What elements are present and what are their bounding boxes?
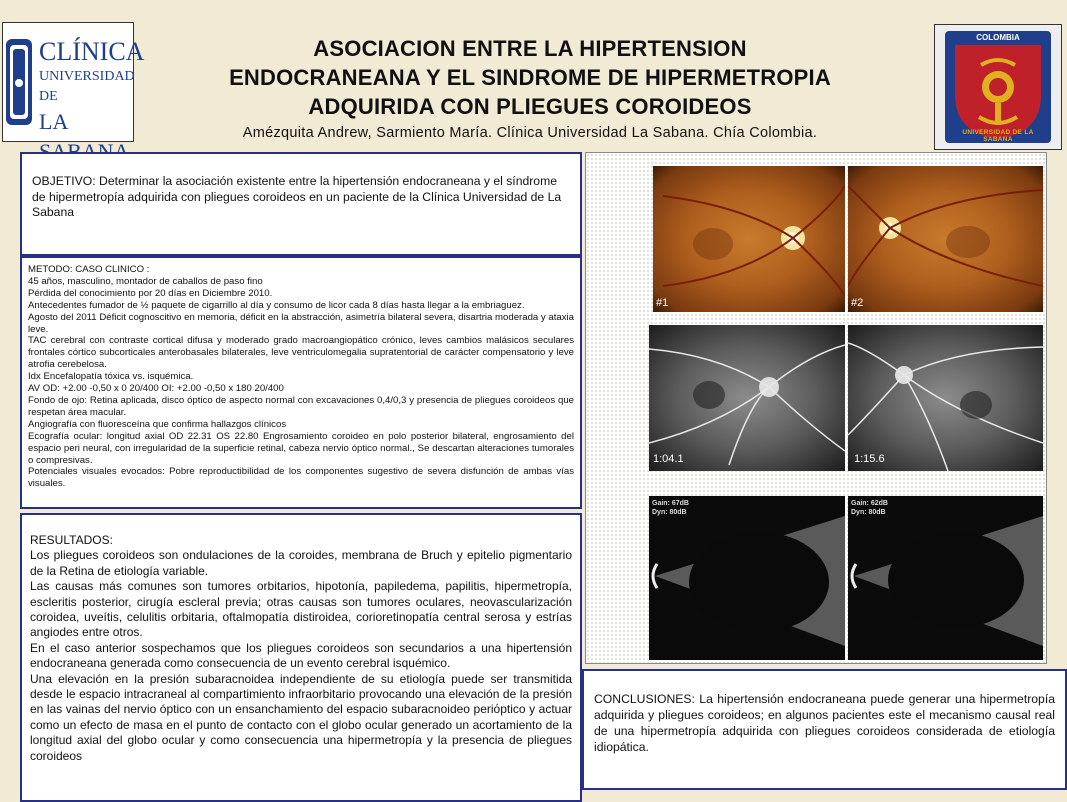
poster-title bbox=[150, 34, 910, 121]
conclusiones-text: CONCLUSIONES: La hipertensión endocraneana puede generar una hipermetropía adquirida y pliegues coroideos; en algunos pacientes este el mecanismo causal real de una hipermetropía adquirida con pliegues coroideos considerada de etiología idiopática. bbox=[594, 692, 1055, 754]
fundus-2-label: #2 bbox=[851, 297, 864, 309]
metodo-line: Antecedentes fumador de ½ paquete de cigarrillo al día y consumo de licor cada 8 días hasta llegar a la embriaguez. bbox=[28, 299, 525, 311]
ultrasound-1-gain: Gain: 67dB bbox=[652, 500, 689, 507]
resultados-box bbox=[20, 513, 582, 802]
metodo-line: Pérdida del conocimiento por 20 días en Diciembre 2010. bbox=[28, 287, 273, 299]
retinal-vessels-icon bbox=[848, 325, 1043, 471]
metodo-heading: METODO: CASO CLINICO : bbox=[28, 264, 150, 275]
angiography-photo-1 bbox=[649, 325, 845, 471]
conclusiones-box bbox=[582, 669, 1067, 790]
metodo-line: Ecografía ocular: longitud axial OD 22.31 OS 22.80 Engrosamiento coroideo en polo posterior bilateral, engrosamiento del espacio peri neural, con irregularidad de la superficie retinal, cabeza nervio óptico normal., Se descartan alteraciones tumorales o compresivas. bbox=[28, 430, 574, 466]
authors-line: Amézquita Andrew, Sarmiento María. Clínica Universidad La Sabana. Chía Colombia. bbox=[242, 125, 818, 141]
objetivo-box bbox=[20, 152, 582, 256]
metodo-line: Fondo de ojo: Retina aplicada, disco óptico de aspecto normal con excavaciones 0,4/0,3 y presencia de pliegues coroideos que respetan área macular. bbox=[28, 394, 574, 418]
angiography-1-time: 1:04.1 bbox=[653, 453, 684, 465]
metodo-line: 45 años, masculino, montador de caballos de paso fino bbox=[28, 275, 263, 287]
fundus-photo-2 bbox=[848, 166, 1043, 312]
ultrasound-scan-icon bbox=[649, 496, 845, 660]
logo-text-sabana: LA bbox=[39, 109, 68, 134]
metodo-line: Agosto del 2011 Déficit cognoscitivo en memoria, déficit en la abstracción, asimetría bilateral severa, disartria moderada y ataxia leve. bbox=[28, 311, 574, 335]
optic-disc-icon bbox=[653, 166, 845, 312]
metodo-line: AV OD: +2.00 -0,50 x 0 20/400 OI: +2.00 -0,50 x 180 20/400 bbox=[28, 383, 284, 395]
metodo-line: Idx Encefalopatía tóxica vs. isquémica. bbox=[28, 371, 194, 383]
universidad-seal-logo bbox=[934, 24, 1062, 150]
clinica-logo bbox=[2, 22, 145, 142]
ultrasound-2-dyn: Dyn: 80dB bbox=[851, 509, 886, 516]
optic-disc-icon bbox=[848, 166, 1043, 312]
ultrasound-image-1 bbox=[649, 496, 845, 660]
angiography-2-time: 1:15.6 bbox=[854, 453, 885, 465]
title-line-2: ENDOCRANEANA Y EL SINDROME DE HIPERMETROPIA bbox=[229, 65, 831, 90]
metodo-line: Angiografía con fluoresceína que confirma hallazgos clínicos bbox=[28, 418, 287, 430]
metodo-line: TAC cerebral con contraste cortical difusa y moderado grado macroangiopático crónico, leves cambios malásicos seculares frontales córtico subcorticales anterobasales bilaterales, leve ventriculomegalia supratentorial de carácter compensatorio y leve atrofia cerebelosa. bbox=[28, 335, 574, 371]
ultrasound-scan-icon bbox=[848, 496, 1043, 660]
title-line-1: ASOCIACION ENTRE LA HIPERTENSION bbox=[313, 36, 747, 61]
resultados-paragraph: Los pliegues coroideos son ondulaciones de la coroides, membrana de Bruch y epitelio pigmentario de la Retina de etiología variable. bbox=[30, 548, 572, 578]
logo-text-clinica: CLÍNICA bbox=[39, 37, 145, 66]
ultrasound-2-gain: Gain: 62dB bbox=[851, 500, 888, 507]
seal-text-arc: UNIVERSIDAD DE LA SABANA bbox=[962, 129, 1034, 143]
fundus-photo-1 bbox=[653, 166, 845, 312]
clinical-images-panel bbox=[585, 152, 1047, 664]
title-line-3: ADQUIRIDA CON PLIEGUES COROIDEOS bbox=[308, 94, 752, 119]
resultados-paragraph: Las causas más comunes son tumores orbitarios, hipotonía, papiledema, papilitis, hipermetropía, escleritis posterior, cirugía escleral previa; otras causas son tumores oculares, neovascularización coroidea, uveítis, celulitis orbitaria, oftalmopatía distiroidea, corioretinopatía central serosa y estrías angiodes entre otros. bbox=[30, 579, 572, 640]
fundus-1-label: #1 bbox=[656, 297, 669, 309]
seal-text-colombia: COLOMBIA bbox=[976, 33, 1020, 42]
objetivo-text: OBJETIVO: Determinar la asociación existente entre la hipertensión endocraneana y el síndrome de hipermetropía adquirida con pliegues coroideos en un paciente de la Clínica Universidad de La Sabana bbox=[32, 174, 562, 219]
ultrasound-image-2 bbox=[848, 496, 1043, 660]
logo-text-universidad: UNIVERSIDAD DE bbox=[39, 69, 135, 104]
resultados-heading: RESULTADOS: bbox=[30, 533, 113, 547]
angiography-photo-2 bbox=[848, 325, 1043, 471]
metodo-line: Potenciales visuales evocados: Pobre reproductibilidad de los componentes sugestivo de severa disfunción de ambas vías visuales. bbox=[28, 466, 574, 490]
ultrasound-1-dyn: Dyn: 80dB bbox=[652, 509, 687, 516]
metodo-box bbox=[20, 256, 582, 509]
retinal-vessels-icon bbox=[649, 325, 845, 471]
resultados-paragraph: Una elevación en la presión subaracnoidea independiente de su etiología puede ser transmitida desde le espacio intracraneal al compartimiento infraorbitario provocando una elevación de la presión en las vainas del nervio óptico con un ensanchamiento del espacio subaracnoideo periόptico y actuar como un efecto de masa en el punto de contacto con el globo ocular generado un acortamiento de la longitud axial del globo ocular y como consecuencia una hipermetropía y la presencia de pliegues coroideos bbox=[30, 671, 572, 763]
resultados-paragraph: En el caso anterior sospechamos que los pliegues coroideos son secundarios a una hipertensión endocraneana generada como consecuencia de un evento cerebral isquémico. bbox=[30, 640, 572, 671]
